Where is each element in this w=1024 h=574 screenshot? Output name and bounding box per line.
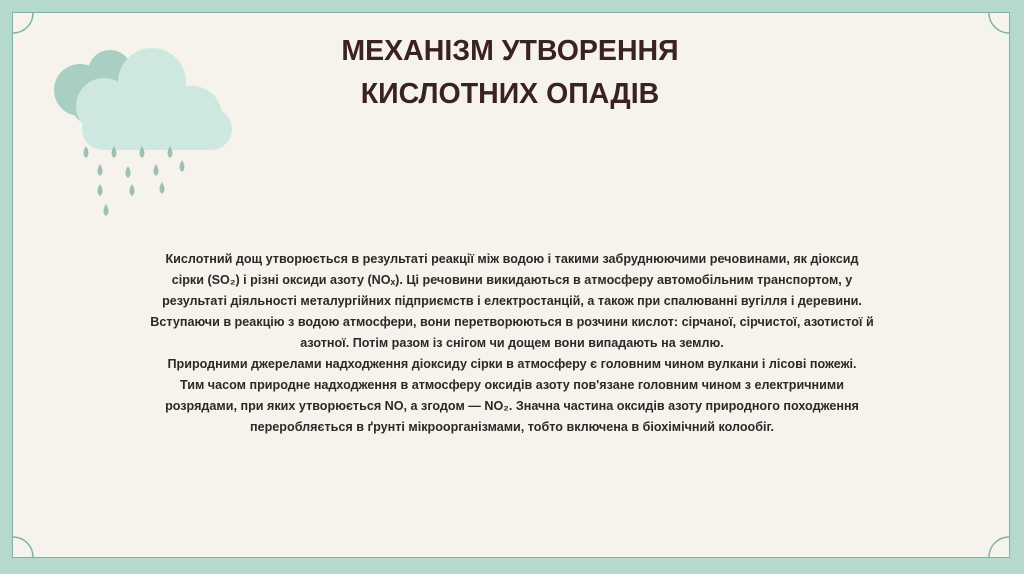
body-line: сірки (SO₂) і різні оксиди азоту (NOₓ). Ці речовини викидаються в атмосферу автомобільним транспортом, у — [171, 273, 853, 287]
rain-cloud-icon — [52, 48, 242, 228]
corner-ornament-bottom-right — [987, 535, 1009, 557]
body-line: Кислотний дощ утворюється в результаті реакції між водою і такими забруднюючими речовинами, як діоксид — [165, 252, 859, 266]
body-line: азотної. Потім разом із снігом чи дощем вони випадають на землю. — [300, 336, 724, 350]
corner-ornament-top-left — [13, 13, 35, 35]
title-line: КИСЛОТНИХ ОПАДІВ — [360, 77, 660, 110]
body-paragraph — [58, 249, 966, 438]
body-line: розрядами, при яких утворюється NO, а згодом — NO₂. Значна частина оксидів азоту природного походження — [165, 399, 859, 413]
body-line: Вступаючи в реакцію з водою атмосфери, вони перетворюються в розчини кислот: сірчаної, сірчистої, азотистої й — [150, 315, 874, 329]
corner-ornament-top-right — [987, 13, 1009, 35]
slide-title — [250, 30, 770, 116]
corner-ornament-bottom-left — [13, 535, 35, 557]
body-line: Природними джерелами надходження діоксиду сірки в атмосферу є головним чином вулкани і лісові пожежі. — [167, 357, 857, 371]
body-line: Тим часом природне надходження в атмосферу оксидів азоту пов'язане головним чином з електричними — [180, 378, 844, 392]
body-line: переробляється в ґрунті мікроорганізмами, тобто включена в біохімічний колообіг. — [250, 420, 774, 434]
body-line: результаті діяльності металургійних підприємств і електростанцій, а також при спалюванні вугілля і деревини. — [162, 294, 862, 308]
title-line: МЕХАНІЗМ УТВОРЕННЯ — [341, 35, 679, 67]
